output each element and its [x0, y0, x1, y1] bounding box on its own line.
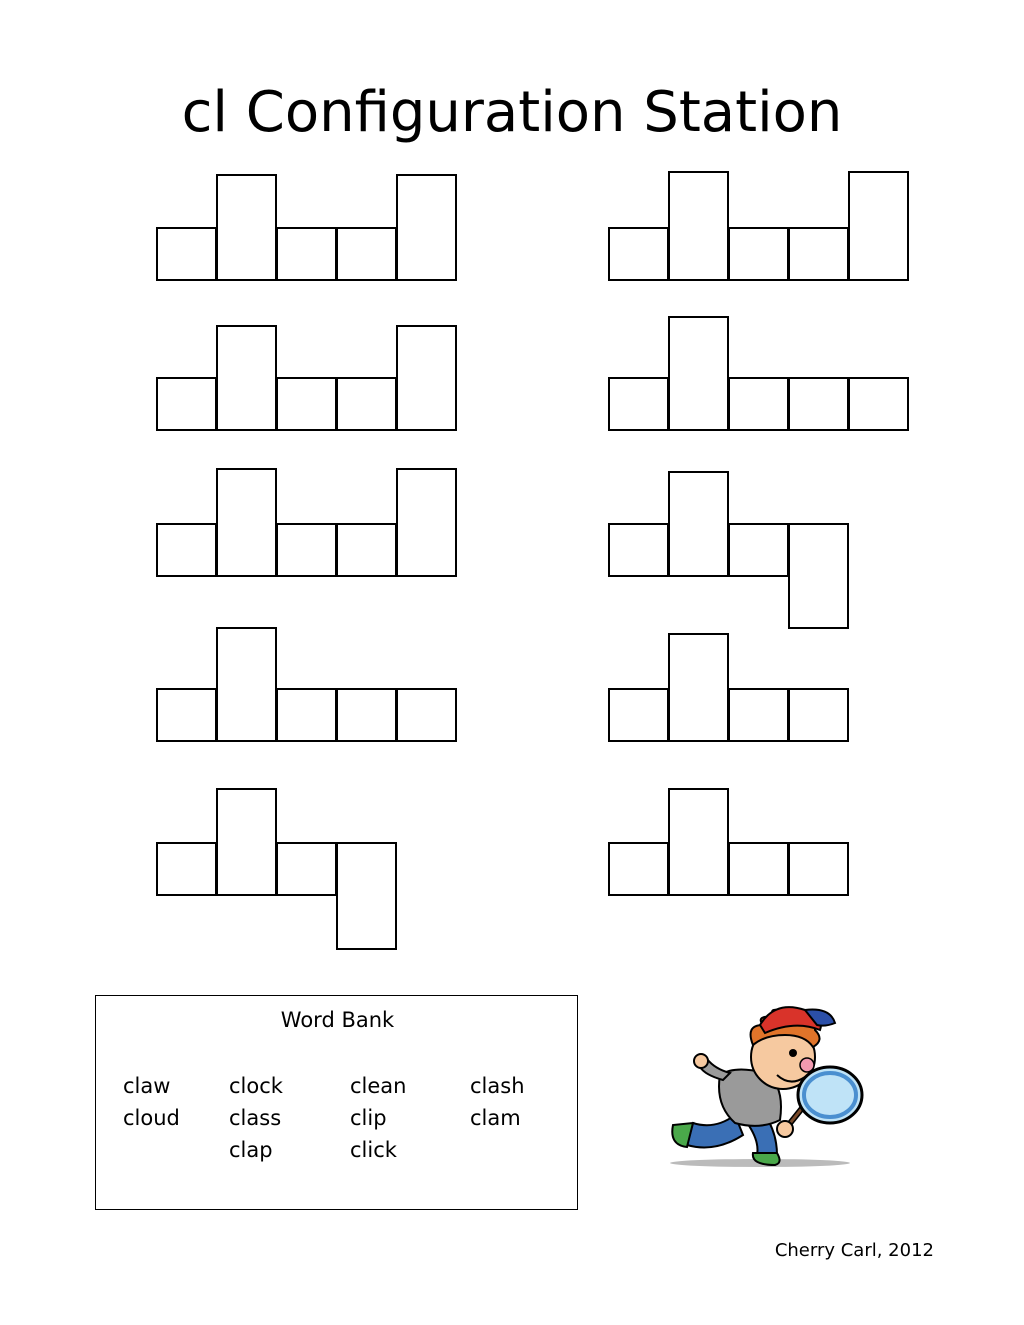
credit: Cherry Carl, 2012: [774, 1240, 934, 1261]
word-bank-word: cloud: [123, 1106, 180, 1130]
letter-box-short[interactable]: [336, 523, 397, 577]
letter-box-short[interactable]: [396, 688, 457, 742]
letter-box-short[interactable]: [788, 688, 849, 742]
detective-boy-illustration: [665, 995, 885, 1175]
letter-box-short[interactable]: [156, 377, 217, 431]
letter-box-tall[interactable]: [848, 171, 909, 281]
word-bank-word: clash: [470, 1074, 525, 1098]
hand: [777, 1121, 793, 1137]
letter-box-short[interactable]: [156, 688, 217, 742]
letter-box-tall[interactable]: [216, 627, 277, 742]
word-bank-word: clap: [229, 1138, 273, 1162]
letter-box-tall[interactable]: [216, 788, 277, 896]
letter-box-short[interactable]: [608, 523, 669, 577]
letter-box-short[interactable]: [788, 227, 849, 281]
letter-box-short[interactable]: [156, 523, 217, 577]
letter-box-short[interactable]: [608, 842, 669, 896]
letter-box-tall[interactable]: [216, 325, 277, 431]
word-bank-word: clam: [470, 1106, 521, 1130]
letter-box-tall[interactable]: [668, 471, 729, 577]
letter-box-descender[interactable]: [336, 842, 397, 950]
word-bank-word: click: [350, 1138, 397, 1162]
letter-box-tall[interactable]: [216, 174, 277, 281]
word-bank-word: class: [229, 1106, 282, 1130]
hand: [694, 1054, 708, 1068]
letter-box-short[interactable]: [608, 688, 669, 742]
letter-box-short[interactable]: [728, 688, 789, 742]
letter-box-short[interactable]: [276, 688, 337, 742]
letter-box-short[interactable]: [156, 227, 217, 281]
letter-box-short[interactable]: [728, 227, 789, 281]
letter-box-short[interactable]: [336, 688, 397, 742]
letter-box-short[interactable]: [336, 377, 397, 431]
letter-box-short[interactable]: [608, 227, 669, 281]
eye: [789, 1049, 797, 1057]
nose: [800, 1058, 814, 1072]
magnifier-icon: [798, 1067, 862, 1123]
letter-box-tall[interactable]: [396, 174, 457, 281]
letter-box-short[interactable]: [276, 377, 337, 431]
word-bank-heading: Word Bank: [280, 1008, 395, 1032]
letter-box-short[interactable]: [728, 523, 789, 577]
letter-box-tall[interactable]: [668, 788, 729, 896]
letter-box-tall[interactable]: [216, 468, 277, 577]
letter-box-short[interactable]: [276, 842, 337, 896]
letter-box-tall[interactable]: [668, 316, 729, 431]
letter-box-short[interactable]: [728, 842, 789, 896]
letter-box-short[interactable]: [848, 377, 909, 431]
word-bank-word: clip: [350, 1106, 387, 1130]
word-bank-word: clock: [229, 1074, 283, 1098]
letter-box-short[interactable]: [728, 377, 789, 431]
letter-box-tall[interactable]: [668, 171, 729, 281]
letter-box-short[interactable]: [788, 842, 849, 896]
letter-box-descender[interactable]: [788, 523, 849, 629]
letter-box-tall[interactable]: [396, 325, 457, 431]
letter-box-short[interactable]: [608, 377, 669, 431]
letter-box-short[interactable]: [276, 227, 337, 281]
letter-box-short[interactable]: [156, 842, 217, 896]
page-title: cl Configuration Station: [181, 80, 843, 145]
letter-box-short[interactable]: [276, 523, 337, 577]
word-bank: [95, 995, 578, 1210]
letter-box-short[interactable]: [788, 377, 849, 431]
letter-box-tall[interactable]: [668, 633, 729, 742]
letter-box-short[interactable]: [336, 227, 397, 281]
word-bank-word: claw: [123, 1074, 171, 1098]
word-bank-word: clean: [350, 1074, 407, 1098]
letter-box-tall[interactable]: [396, 468, 457, 577]
